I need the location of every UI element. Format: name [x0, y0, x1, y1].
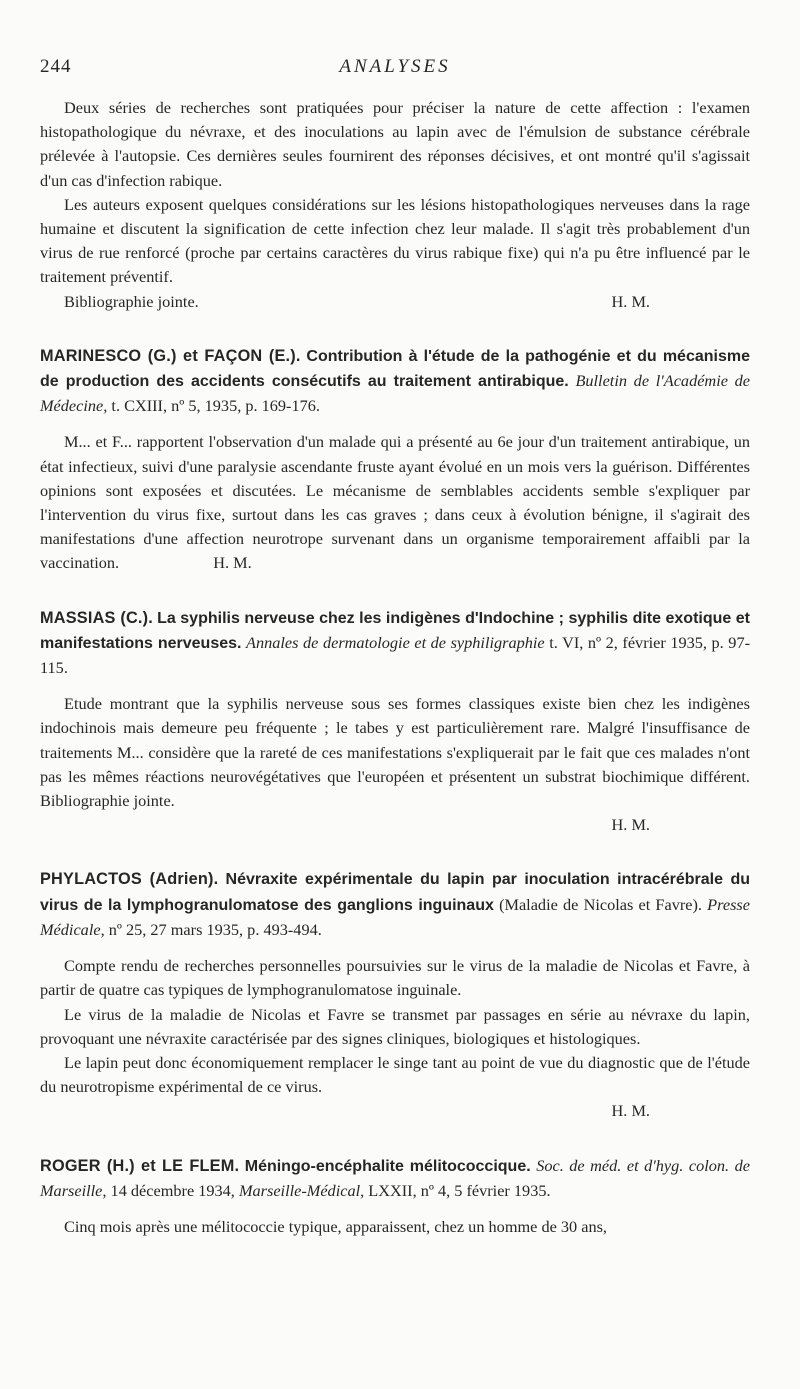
entry-2-journal: Annales de dermatologie et de syphiligraphie: [246, 632, 545, 652]
entry-1-author: MARINESCO (G.) et FAÇON (E.).: [40, 346, 301, 365]
entry-3-extra: (Maladie de Nicolas et Favre).: [499, 894, 702, 914]
entry-4-journal: Soc. de méd. et d'hyg. colon. de Marseille,: [40, 1155, 750, 1200]
entry-4-paragraph-1: Cinq mois après une mélitococcie typique, apparaissent, chez un homme de 30 ans,: [64, 1216, 608, 1236]
entry-4-heading: [40, 1154, 750, 1203]
intro-paragraph-1: Deux séries de recherches sont pratiquées pour préciser la nature de cette affection : l'examen histopathologique du névraxe, et des inoculations au lapin avec de l'émulsion de substance cérébrale prélevée à l'autopsie. Ces dernières seules fournirent des réponses décisives, et ont montré qu'il s'agissait d'un cas d'infection rabique.: [40, 98, 750, 190]
entry-3-signature: H. M.: [611, 1101, 650, 1121]
entry-1-heading: [40, 344, 750, 419]
entry-1-signature: H. M.: [213, 553, 252, 573]
entry-4-journal-2: Marseille-Médical,: [238, 1180, 365, 1200]
page-number: 244: [40, 56, 72, 77]
entry-2-heading: [40, 606, 750, 681]
entry-1-journal: Bulletin de l'Académie de Médecine,: [40, 371, 751, 416]
entry-2-title: La syphilis nerveuse chez les indigènes d'Indochine ; syphilis dite exotique et manifestations nerveuses.: [40, 609, 751, 652]
intro-closing: Bibliographie jointe.: [64, 291, 199, 311]
entry-2-author: MASSIAS (C.).: [40, 608, 153, 627]
intro-closing-line: [40, 290, 750, 314]
entry-2-signature: H. M.: [611, 815, 650, 835]
entry-4-author: ROGER (H.) et LE FLEM.: [40, 1156, 240, 1175]
entry-2-reference: t. VI, nº 2, février 1935, p. 97-115.: [40, 632, 751, 678]
entry-2-paragraph-1: Etude montrant que la syphilis nerveuse sous ses formes classiques existe bien chez les indigènes indochinois mais demeure peu fréquente ; le tabes y est particulièrement rare. Malgré l'insuffisance de traitements M... considère que la rareté de ces manifestations s'expliquerait par le fait que ces malades n'ont pas les mêmes réactions neurovégétatives que l'européen et présentent un substrat biochimique différent. Bibliographie jointe.: [40, 694, 750, 811]
entry-3-paragraph-1: Compte rendu de recherches personnelles poursuivies sur le virus de la maladie de Nicolas et Favre, à partir de quatre cas typiques de lymphogranulomatose inguinale.: [40, 956, 750, 1000]
entry-3-heading: [40, 867, 750, 942]
entry-1-reference: t. CXIII, nº 5, 1935, p. 169-176.: [111, 396, 320, 416]
entry-1-paragraph-1: [40, 430, 750, 575]
entry-1-body: [40, 430, 750, 575]
entry-4-title: Méningo-encéphalite mélitococcique.: [244, 1157, 531, 1175]
intro-paragraph-2: Les auteurs exposent quelques considérations sur les lésions histopathologiques nerveuses dans la rage humaine et discutent la signification de cette infection chez leur malade. Il s'agit très probablement d'un virus de rue renforcé (proche par certains caractères du virus rabique fixe) qui n'a pu être influencé par le traitement préventif.: [40, 194, 750, 287]
entry-4-reference-2: LXXII, nº 4, 5 février 1935.: [368, 1180, 551, 1200]
entry-2-body: [40, 692, 750, 837]
page-content: [40, 96, 750, 1239]
entry-3-paragraph-2: Le virus de la maladie de Nicolas et Favre se transmet par passages en série au névraxe du lapin, provoquant une névraxite caractérisée par des signes cliniques, biologiques et histologiques.: [40, 1004, 750, 1048]
entry-3-paragraph-3: Le lapin peut donc économiquement remplacer le singe tant au point de vue du diagnostic que de l'étude du neurotropisme expérimental de ce virus.: [40, 1052, 750, 1097]
entry-4-reference: 14 décembre 1934,: [110, 1180, 235, 1200]
entry-3-body: [40, 954, 750, 1123]
section-title: ANALYSES: [339, 56, 451, 77]
running-head: [40, 56, 750, 86]
entry-3-author: PHYLACTOS (Adrien).: [40, 870, 219, 889]
entry-1-title: Contribution à l'étude de la pathogénie et du mécanisme de production des accidents consécutifs au traitement antirabique.: [40, 347, 750, 391]
entry-3-journal: Presse Médicale,: [40, 894, 750, 939]
intro-signature: H. M.: [611, 291, 650, 311]
entry-1-text: M... et F... rapportent l'observation d'un malade qui a présenté au 6e jour d'un traitement antirabique, un état infectieux, suivi d'une paralysie ascendante fruste ayant évolué en un mois vers la guérison. Différentes opinions sont exposées et discutées. Le mécanisme de semblables accidents semble s'expliquer par l'intervention du virus fixe, surtout dans les cas graves ; dans ceux à évolution bénigne, il s'agirait des manifestations d'une affection neurotrope survenant dans un organisme temporairement affaibli par la vaccination.: [40, 432, 750, 573]
entry-4-body: [40, 1215, 750, 1239]
entry-3-reference: nº 25, 27 mars 1935, p. 493-494.: [108, 919, 322, 939]
entry-3-title: Névraxite expérimentale du lapin par inoculation intracérébrale du virus de la lymphogranulomatose des ganglions inguinaux: [40, 871, 750, 914]
